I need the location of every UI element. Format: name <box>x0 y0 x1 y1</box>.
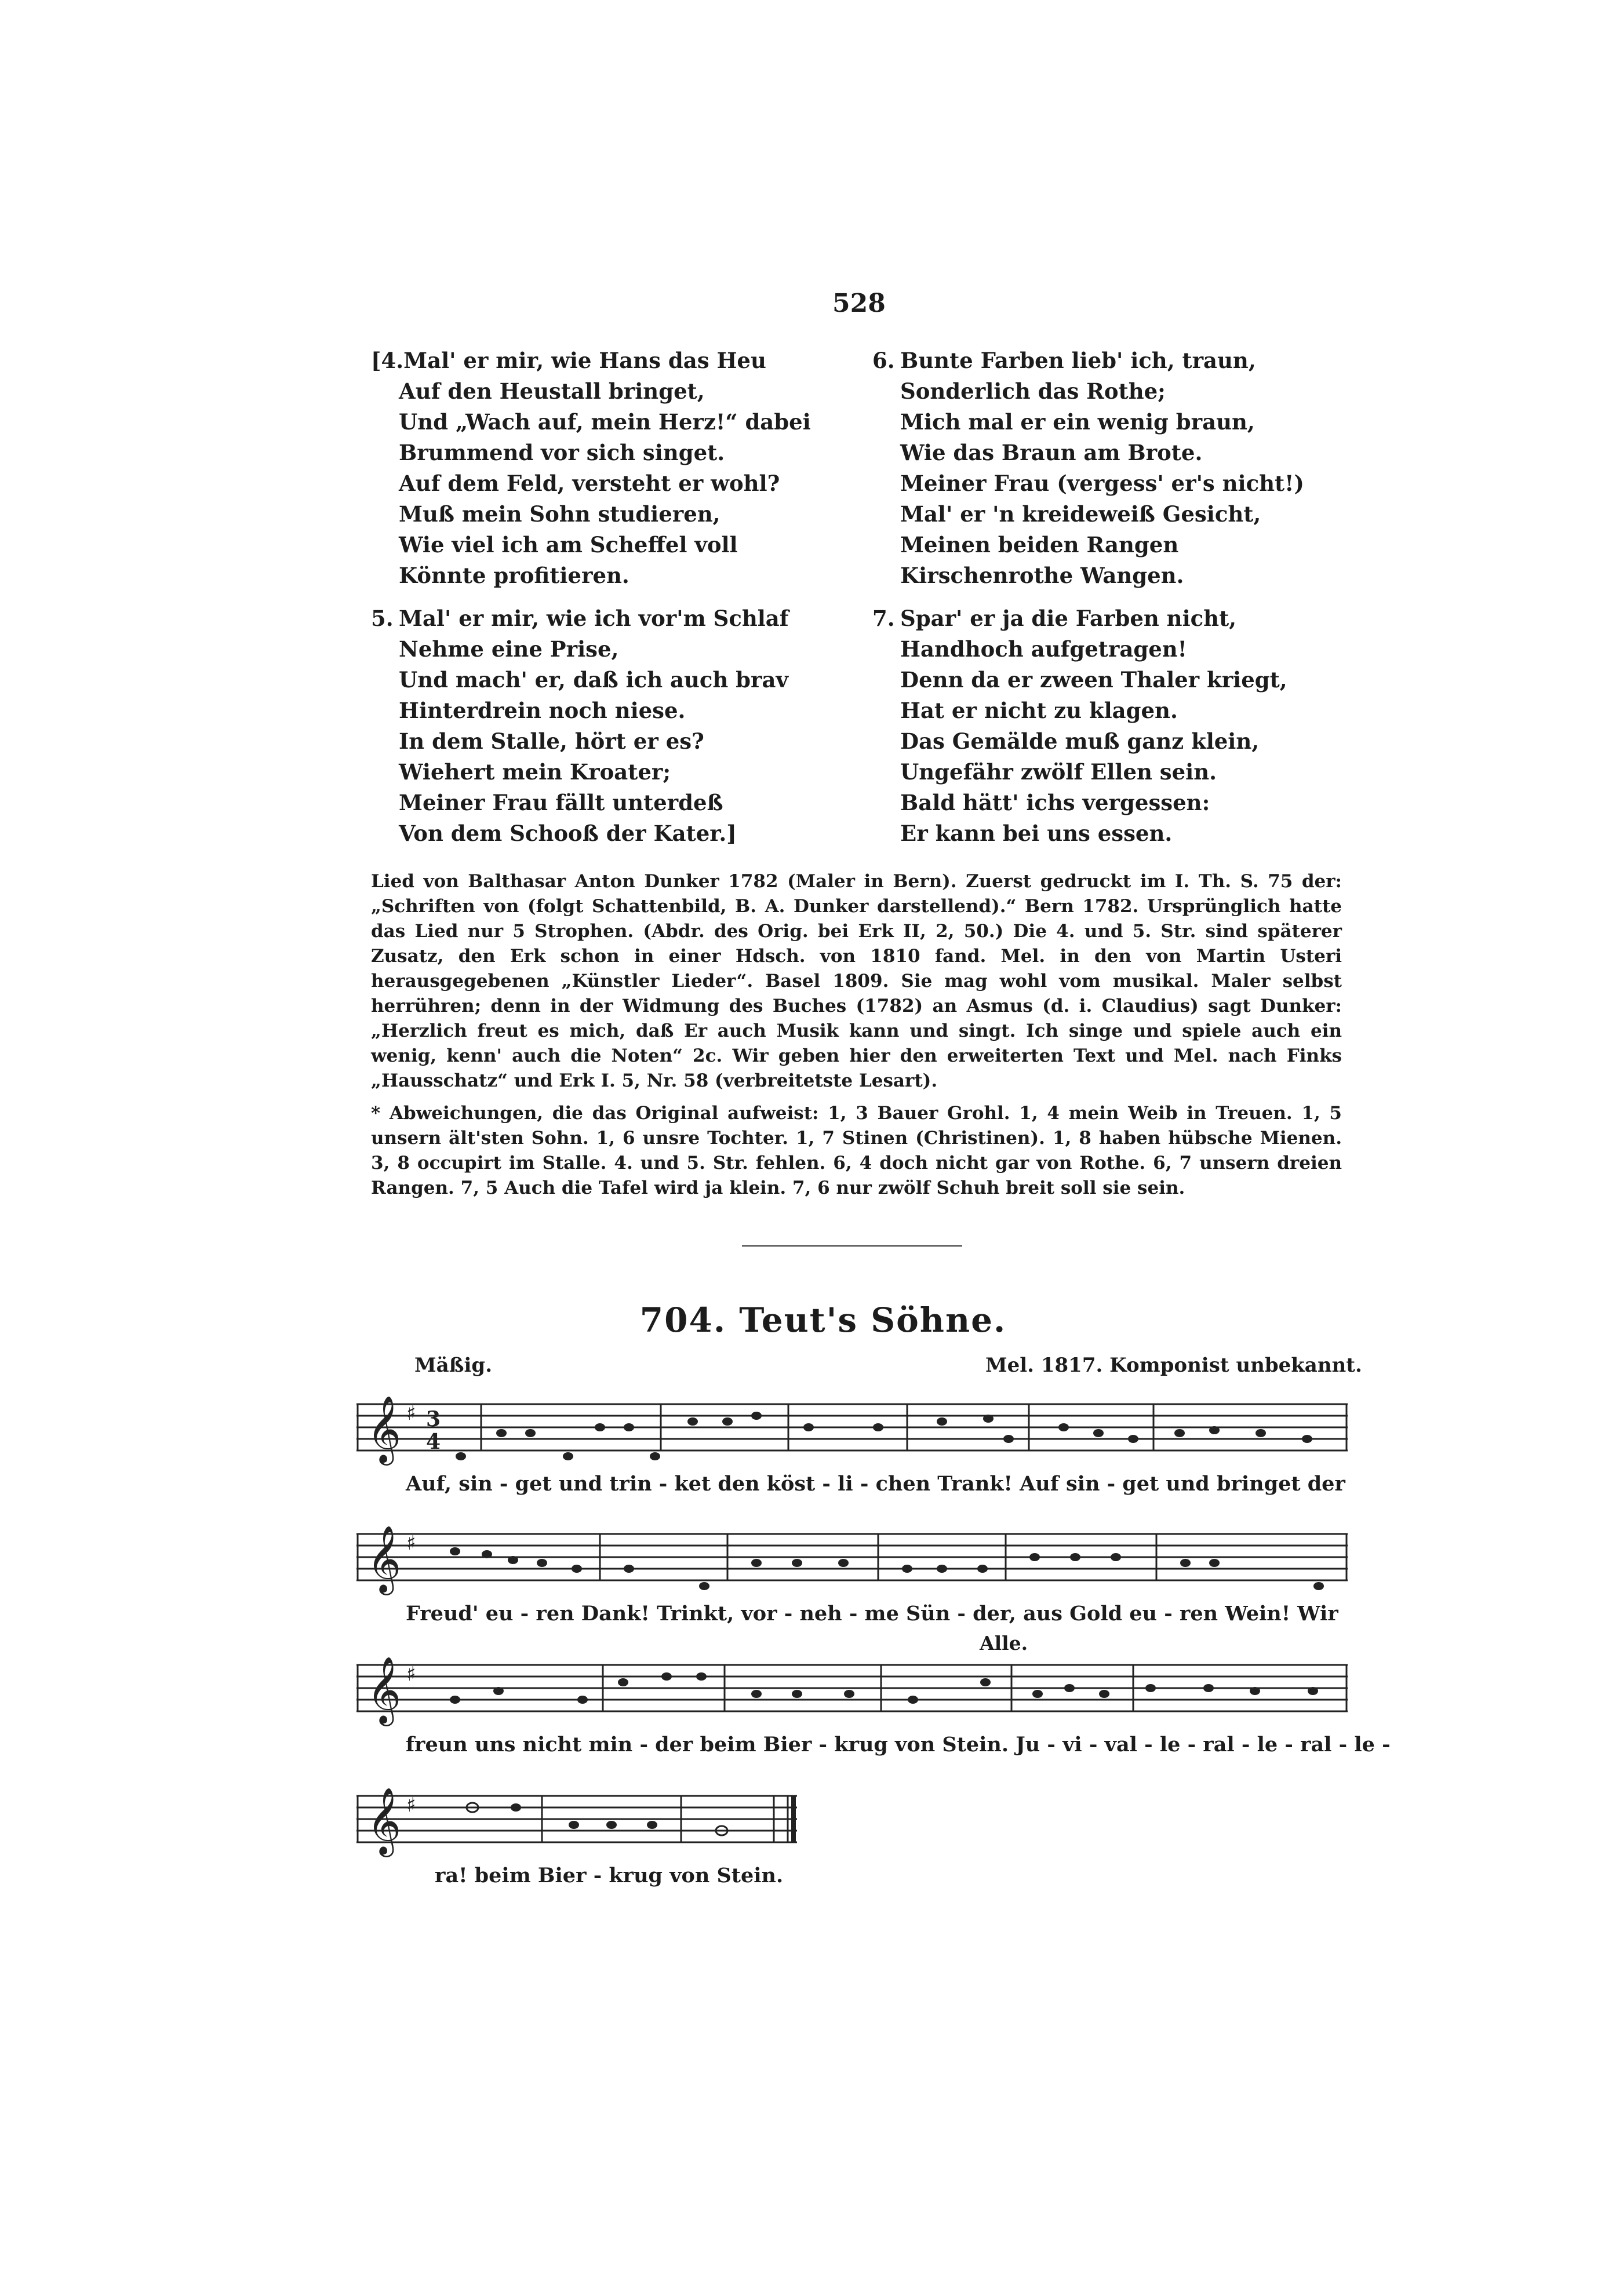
verse-line: Hat er nicht zu klagen. <box>900 698 1178 723</box>
verse-line: Ungefähr zwölf Ellen sein. <box>900 759 1217 785</box>
verse-line: Wie viel ich am Scheffel voll <box>399 532 738 557</box>
verse-line: Sonderlich das Rothe; <box>900 378 1166 404</box>
lyrics-line-2: Freud' eu - ren Dank! Trinkt, vor - neh - me Sün - der, aus Gold eu - ren Wein! Wir <box>406 1602 1338 1626</box>
stanza-6 <box>872 345 1336 591</box>
verse-line: Auf den Heustall bringet, <box>399 378 705 404</box>
verse-line: Kirschenrothe Wangen. <box>900 563 1184 588</box>
poem-left-column <box>371 345 835 861</box>
svg-text:♯: ♯ <box>406 1532 416 1555</box>
verse-line: Das Gemälde muß ganz klein, <box>900 728 1260 754</box>
svg-text:3: 3 <box>426 1407 441 1431</box>
verse-line: Könnte profitieren. <box>399 563 629 588</box>
song-title: 704. Teut's Söhne. <box>639 1300 1007 1340</box>
verse-line: Mal' er mir, wie ich vor'm Schlaf <box>399 606 789 631</box>
music-staff-2 <box>356 1514 1348 1601</box>
music-staff-3 <box>356 1645 1348 1732</box>
verse-line: Muß mein Sohn studieren, <box>399 501 720 527</box>
variants-note: * Abweichungen, die das Original aufweist: 1, 3 Bauer Grohl. 1, 4 mein Weib in Treuen. 1, 5 unsern ält'sten Sohn. 1, 6 unsre Tochter. 1, 7 Stinen (Christinen). 1, 8 haben hübsche Mienen. 3, 8 occupirt im Stalle. 4. und 5. Str. fehlen. 6, 4 doch nicht gar von Rothe. 6, 7 unsern dreien Rangen. 7, 5 Auch die Tafel wird ja klein. 7, 6 nur zwölf Schuh breit soll sie sein. <box>371 1103 1342 1198</box>
svg-text:𝄞: 𝄞 <box>367 1395 402 1463</box>
verse-line: Nehme eine Prise, <box>399 636 619 662</box>
verse-line: Denn da er zween Thaler kriegt, <box>900 667 1287 693</box>
verse-line: Wie das Braun am Brote. <box>900 440 1203 465</box>
verse-line: Auf dem Feld, versteht er wohl? <box>399 471 780 496</box>
verse-line: Er kann bei uns essen. <box>900 821 1173 846</box>
lyrics-line-4: ra! beim Bier - krug von Stein. <box>435 1864 784 1887</box>
tempo-marking: Mäßig. <box>414 1354 493 1377</box>
svg-text:𝄞: 𝄞 <box>367 1656 402 1723</box>
svg-text:4: 4 <box>426 1430 441 1454</box>
svg-text:♯: ♯ <box>406 1402 416 1425</box>
verse-line: Meinen beiden Rangen <box>900 532 1179 557</box>
section-divider <box>742 1245 962 1247</box>
stanza-number: 7. <box>872 606 895 631</box>
lyrics-chorus-marker: Alle. <box>980 1632 1028 1654</box>
stanza-number: 6. <box>872 348 895 373</box>
lyrics-line-3: freun uns nicht min - der beim Bier - krug von Stein. Ju - vi - val - le - ral - le - ral - le - <box>406 1733 1391 1756</box>
page-number: 528 <box>832 289 886 318</box>
lyrics-line-1: Auf, sin - get und trin - ket den köst - li - chen Trank! Auf sin - get und bringet der <box>406 1472 1345 1496</box>
verse-line: Von dem Schooß der Kater.] <box>399 821 737 846</box>
verse-line: Spar' er ja die Farben nicht, <box>900 606 1237 631</box>
poem-right-column <box>872 345 1336 861</box>
svg-text:♯: ♯ <box>406 1663 416 1686</box>
verse-line: Bald hätt' ichs vergessen: <box>900 790 1210 815</box>
melody-credit: Mel. 1817. Komponist unbekannt. <box>985 1354 1362 1377</box>
stanza-number: 5. <box>371 606 394 631</box>
stanza-4 <box>371 345 835 591</box>
verse-line: Wiehert mein Kroater; <box>399 759 671 785</box>
svg-text:𝄞: 𝄞 <box>367 1787 402 1854</box>
verse-line: Mal' er mir, wie Hans das Heu <box>403 348 766 373</box>
verse-line: Und „Wach auf, mein Herz!“ dabei <box>399 409 811 435</box>
music-staff-4 <box>356 1776 797 1863</box>
verse-line: Meiner Frau (vergess' er's nicht!) <box>900 471 1304 496</box>
source-note: Lied von Balthasar Anton Dunker 1782 (Maler in Bern). Zuerst gedruckt im I. Th. S. 75 der: „Schriften von (folgt Schattenbild, B. A. Dunker darstellend).“ Bern 1782. Ursprünglich hatte das Lied nur 5 Strophen. (Abdr. des Orig. bei Erk II, 2, 50.) Die 4. und 5. Str. sind späterer Zusatz, den Erk schon in einer Hdsch. von 1810 fand. Mel. in den von Martin Usteri herausgegebenen „Künstler Lieder“. Basel 1809. Sie mag wohl vom musikal. Maler selbst herrühren; denn in der Widmung des Buches (1782) an Asmus (d. i. Claudius) sagt Dunker: „Herzlich freut es mich, daß Er auch Musik kann und singt. Ich singe und spiele auch ein wenig, kenn' auch die Noten“ 2c. Wir geben hier den erweiterten Text und Mel. nach Finks „Hausschatz“ und Erk I. 5, Nr. 58 (verbreitetste Lesart). <box>371 871 1342 1091</box>
verse-line: Brummend vor sich singet. <box>399 440 725 465</box>
music-staff-1 <box>356 1384 1348 1471</box>
stanza-number: [4. <box>371 348 404 373</box>
verse-line: Meiner Frau fällt unterdeß <box>399 790 723 815</box>
verse-line: Mal' er 'n kreideweiß Gesicht, <box>900 501 1261 527</box>
svg-text:♯: ♯ <box>406 1794 416 1817</box>
stanza-7 <box>872 603 1336 849</box>
svg-text:𝄞: 𝄞 <box>367 1525 402 1592</box>
verse-line: Und mach' er, daß ich auch brav <box>399 667 789 693</box>
verse-line: Handhoch aufgetragen! <box>900 636 1187 662</box>
verse-line: In dem Stalle, hört er es? <box>399 728 704 754</box>
verse-line: Bunte Farben lieb' ich, traun, <box>900 348 1256 373</box>
stanza-5 <box>371 603 835 849</box>
verse-line: Hinterdrein noch niese. <box>399 698 686 723</box>
verse-line: Mich mal er ein wenig braun, <box>900 409 1255 435</box>
